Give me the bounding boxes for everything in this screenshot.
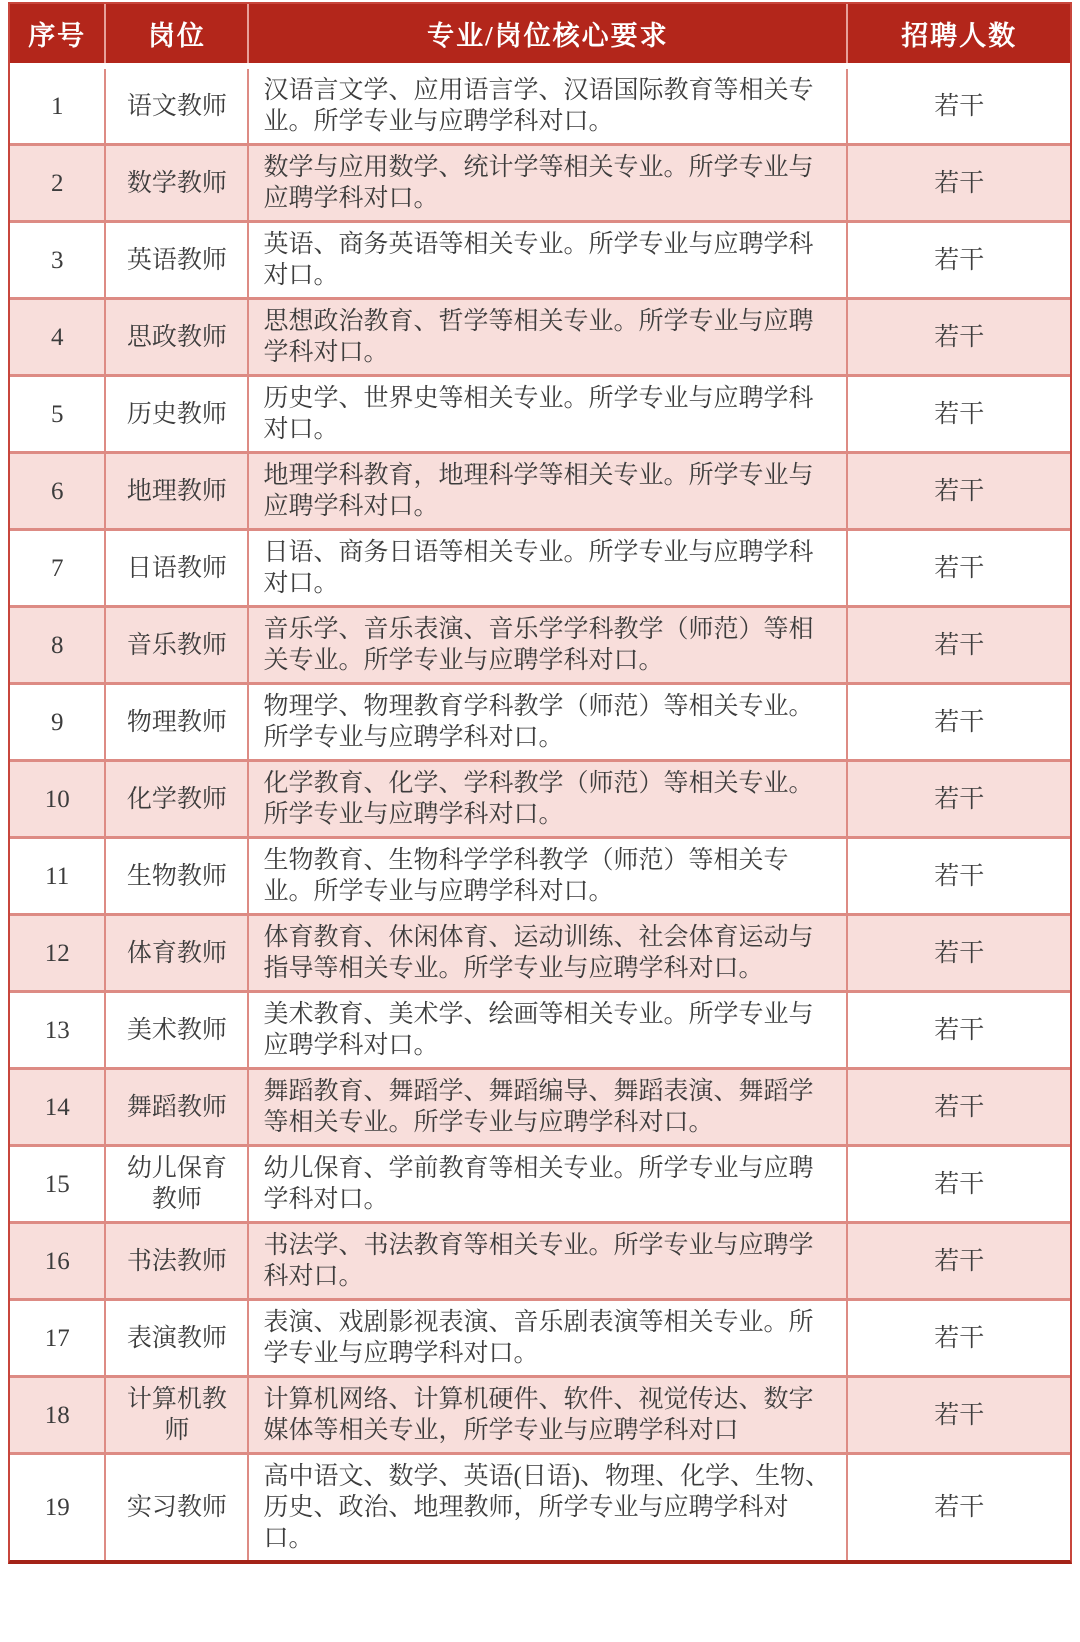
cell-count: 若干 — [847, 530, 1070, 607]
table-row — [10, 222, 1070, 299]
table-row — [10, 684, 1070, 761]
cell-count: 若干 — [847, 1146, 1070, 1223]
cell-requirements: 体育教育、休闲体育、运动训练、社会体育运动与指导等相关专业。所学专业与应聘学科对口。 — [248, 915, 847, 992]
cell-no: 11 — [10, 838, 105, 915]
column-header-position: 岗位 — [105, 4, 248, 66]
cell-requirements: 书法学、书法教育等相关专业。所学专业与应聘学科对口。 — [248, 1223, 847, 1300]
cell-count: 若干 — [847, 684, 1070, 761]
recruitment-table — [8, 2, 1072, 1564]
cell-no: 10 — [10, 761, 105, 838]
cell-position: 音乐教师 — [105, 607, 248, 684]
cell-position: 日语教师 — [105, 530, 248, 607]
cell-count: 若干 — [847, 1300, 1070, 1377]
table-row — [10, 1300, 1070, 1377]
cell-requirements: 思想政治教育、哲学等相关专业。所学专业与应聘学科对口。 — [248, 299, 847, 376]
cell-count: 若干 — [847, 1069, 1070, 1146]
cell-no: 7 — [10, 530, 105, 607]
table-row — [10, 838, 1070, 915]
cell-count: 若干 — [847, 607, 1070, 684]
table-row — [10, 299, 1070, 376]
cell-count: 若干 — [847, 838, 1070, 915]
cell-no: 8 — [10, 607, 105, 684]
cell-no: 5 — [10, 376, 105, 453]
table-row — [10, 453, 1070, 530]
cell-no: 13 — [10, 992, 105, 1069]
column-header-no: 序号 — [10, 4, 105, 66]
cell-position: 语文教师 — [105, 66, 248, 145]
cell-position: 化学教师 — [105, 761, 248, 838]
cell-position: 物理教师 — [105, 684, 248, 761]
table-row — [10, 607, 1070, 684]
cell-count: 若干 — [847, 992, 1070, 1069]
table-row — [10, 1146, 1070, 1223]
positions-table — [10, 4, 1070, 1560]
cell-no: 17 — [10, 1300, 105, 1377]
cell-count: 若干 — [847, 222, 1070, 299]
table-row — [10, 992, 1070, 1069]
cell-requirements: 数学与应用数学、统计学等相关专业。所学专业与应聘学科对口。 — [248, 145, 847, 222]
cell-position: 体育教师 — [105, 915, 248, 992]
cell-no: 6 — [10, 453, 105, 530]
cell-position: 实习教师 — [105, 1454, 248, 1561]
cell-position: 地理教师 — [105, 453, 248, 530]
table-row — [10, 145, 1070, 222]
table-row — [10, 915, 1070, 992]
table-row — [10, 376, 1070, 453]
cell-position: 英语教师 — [105, 222, 248, 299]
table-row — [10, 66, 1070, 145]
cell-no: 15 — [10, 1146, 105, 1223]
cell-count: 若干 — [847, 66, 1070, 145]
cell-no: 19 — [10, 1454, 105, 1561]
column-header-requirements: 专业/岗位核心要求 — [248, 4, 847, 66]
cell-no: 4 — [10, 299, 105, 376]
cell-count: 若干 — [847, 145, 1070, 222]
cell-no: 16 — [10, 1223, 105, 1300]
cell-requirements: 表演、戏剧影视表演、音乐剧表演等相关专业。所学专业与应聘学科对口。 — [248, 1300, 847, 1377]
cell-requirements: 地理学科教育，地理科学等相关专业。所学专业与应聘学科对口。 — [248, 453, 847, 530]
cell-position: 数学教师 — [105, 145, 248, 222]
cell-count: 若干 — [847, 453, 1070, 530]
cell-position: 美术教师 — [105, 992, 248, 1069]
cell-position: 计算机教师 — [105, 1377, 248, 1454]
table-row — [10, 1069, 1070, 1146]
table-row — [10, 1377, 1070, 1454]
cell-count: 若干 — [847, 1377, 1070, 1454]
table-body — [10, 66, 1070, 1560]
cell-requirements: 舞蹈教育、舞蹈学、舞蹈编导、舞蹈表演、舞蹈学等相关专业。所学专业与应聘学科对口。 — [248, 1069, 847, 1146]
table-row — [10, 761, 1070, 838]
cell-no: 18 — [10, 1377, 105, 1454]
cell-no: 9 — [10, 684, 105, 761]
cell-no: 2 — [10, 145, 105, 222]
cell-position: 思政教师 — [105, 299, 248, 376]
cell-no: 12 — [10, 915, 105, 992]
cell-requirements: 幼儿保育、学前教育等相关专业。所学专业与应聘学科对口。 — [248, 1146, 847, 1223]
cell-requirements: 生物教育、生物科学学科教学（师范）等相关专业。所学专业与应聘学科对口。 — [248, 838, 847, 915]
cell-count: 若干 — [847, 299, 1070, 376]
cell-position: 历史教师 — [105, 376, 248, 453]
table-row — [10, 1454, 1070, 1561]
cell-requirements: 历史学、世界史等相关专业。所学专业与应聘学科对口。 — [248, 376, 847, 453]
cell-position: 表演教师 — [105, 1300, 248, 1377]
cell-no: 3 — [10, 222, 105, 299]
cell-count: 若干 — [847, 1223, 1070, 1300]
cell-requirements: 化学教育、化学、学科教学（师范）等相关专业。所学专业与应聘学科对口。 — [248, 761, 847, 838]
cell-position: 舞蹈教师 — [105, 1069, 248, 1146]
cell-requirements: 物理学、物理教育学科教学（师范）等相关专业。所学专业与应聘学科对口。 — [248, 684, 847, 761]
table-header-row — [10, 4, 1070, 66]
cell-count: 若干 — [847, 376, 1070, 453]
cell-requirements: 日语、商务日语等相关专业。所学专业与应聘学科对口。 — [248, 530, 847, 607]
cell-requirements: 英语、商务英语等相关专业。所学专业与应聘学科对口。 — [248, 222, 847, 299]
cell-requirements: 美术教育、美术学、绘画等相关专业。所学专业与应聘学科对口。 — [248, 992, 847, 1069]
cell-position: 生物教师 — [105, 838, 248, 915]
table-row — [10, 1223, 1070, 1300]
column-header-count: 招聘人数 — [847, 4, 1070, 66]
table-row — [10, 530, 1070, 607]
cell-requirements: 汉语言文学、应用语言学、汉语国际教育等相关专业。所学专业与应聘学科对口。 — [248, 66, 847, 145]
cell-requirements: 音乐学、音乐表演、音乐学学科教学（师范）等相关专业。所学专业与应聘学科对口。 — [248, 607, 847, 684]
cell-requirements: 高中语文、数学、英语(日语)、物理、化学、生物、历史、政治、地理教师，所学专业与应聘学科对口。 — [248, 1454, 847, 1561]
cell-position: 书法教师 — [105, 1223, 248, 1300]
cell-count: 若干 — [847, 761, 1070, 838]
cell-count: 若干 — [847, 915, 1070, 992]
cell-no: 14 — [10, 1069, 105, 1146]
cell-count: 若干 — [847, 1454, 1070, 1561]
cell-no: 1 — [10, 66, 105, 145]
cell-requirements: 计算机网络、计算机硬件、软件、视觉传达、数字媒体等相关专业，所学专业与应聘学科对口 — [248, 1377, 847, 1454]
cell-position: 幼儿保育教师 — [105, 1146, 248, 1223]
